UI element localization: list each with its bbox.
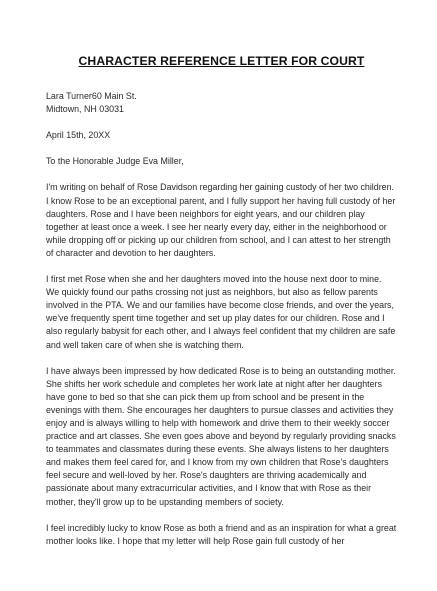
body-paragraph-1: I'm writing on behalf of Rose Davidson regarding her gaining custody of her two children. I know Rose to be an exceptional parent, and I fully support her having full custody of her daughters. Rose and I have been neighbors for eight years, and our children play together at least once a week. I see her nearly every day, either in the neighborhood or while dropping off or picking up our children from school, and I can attest to her strength of character and devotion to her daughters. [46,182,396,258]
salutation: To the Honorable Judge Eva Miller, [46,156,184,167]
letter-date: April 15th, 20XX [46,130,111,141]
body-paragraph-4: I feel incredibly lucky to know Rose as both a friend and as an inspiration for what a great mother looks like. I hope that my letter will help Rose gain full custody of her [46,522,397,546]
address-line-2: Midtown, NH 03031 [46,104,124,115]
sender-address [46,90,397,116]
address-line-1: Lara Turner60 Main St. [46,91,137,102]
letter-title: CHARACTER REFERENCE LETTER FOR COURT [78,54,365,68]
body-paragraph-3: I have always been impressed by how dedicated Rose is to being an outstanding mother. She shifts her work schedule and completes her work late at night after her daughters have gone to bed so that she can pick them up from school and be present in the evenings with them. She encourages her daughters to pursue classes and activities they enjoy and is always willing to help with homework and drive them to their weekly soccer practice and art classes. She even goes above and beyond by regularly providing snacks to teammates and classmates during these events. She always listens to her daughters and makes them feel cared for, and I know from my own children that Rose's daughters feel secure and well-loved by her. Rose's daughters are thriving academically and passionate about many extracurricular activities, and I know that with Rose as their mother, they'll grow up to be upstanding members of society. [46,365,396,507]
body-paragraph-2: I first met Rose when she and her daughters moved into the house next door to mine. We quickly found our paths crossing not just as neighbors, but also as fellow parents involved in the PTA. We and our families have become close friends, and over the years, we've frequently spent time together and set up play dates for our children. Rose and I also regularly babysit for each other, and I always feel confident that my children are safe and well taken care of when she is watching them. [46,274,396,350]
